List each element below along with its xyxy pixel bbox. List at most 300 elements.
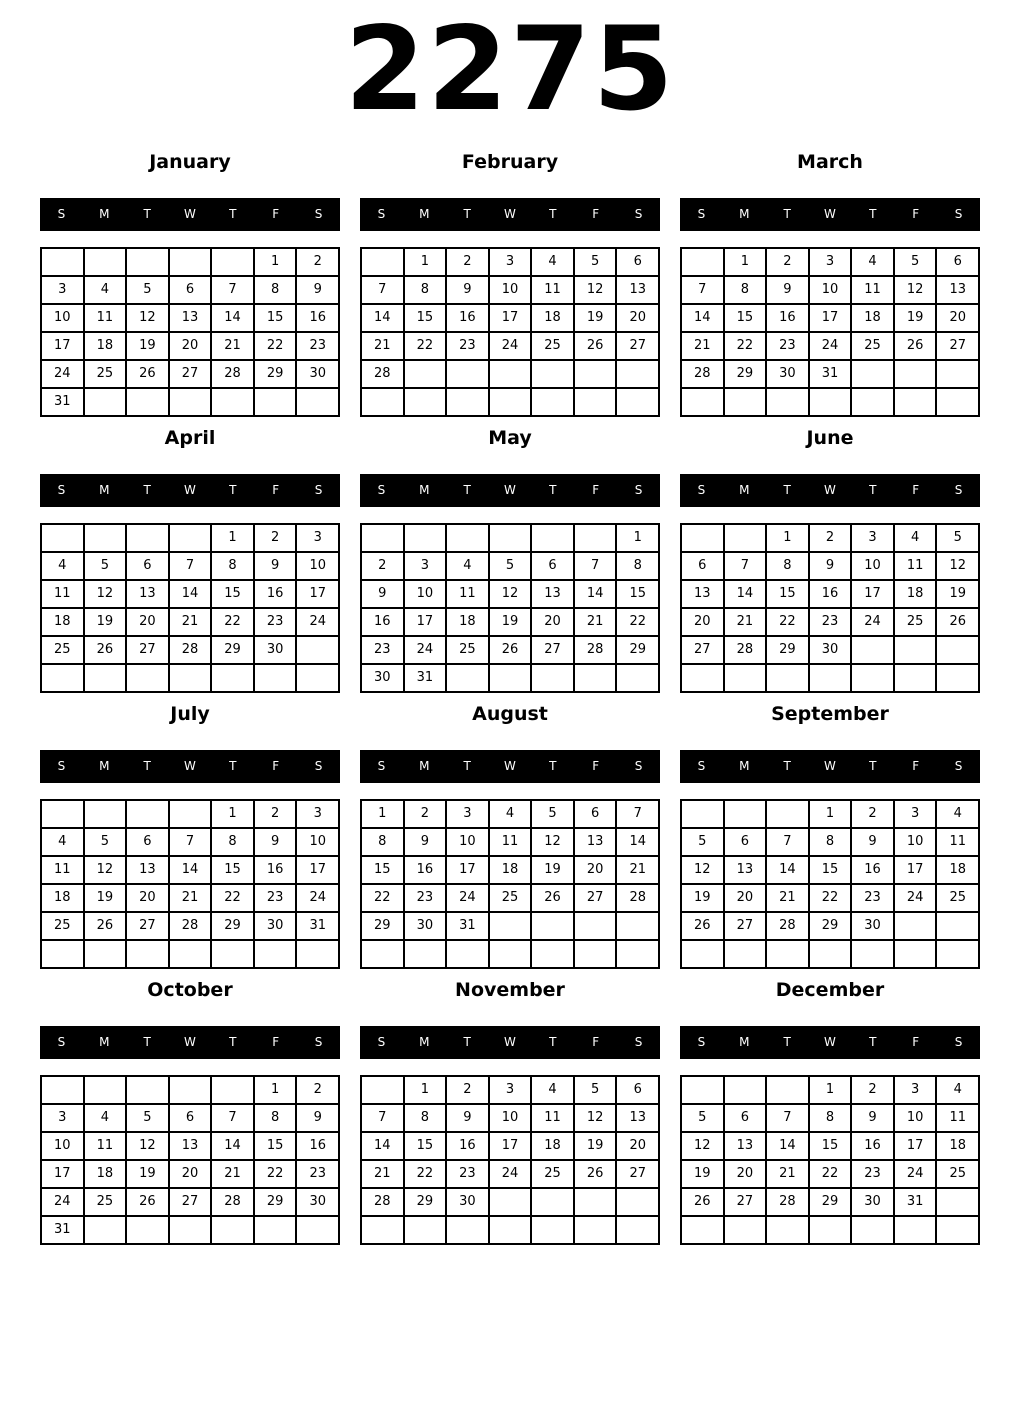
date-cell: 30 (362, 665, 403, 691)
date-cell: 11 (895, 553, 936, 579)
date-cell: 4 (937, 801, 978, 827)
date-cell: 19 (937, 581, 978, 607)
date-cell: 3 (895, 801, 936, 827)
empty-date-cell (725, 941, 766, 967)
date-cell: 22 (725, 333, 766, 359)
empty-date-cell (895, 941, 936, 967)
empty-date-cell (490, 525, 531, 551)
date-cell: 28 (362, 361, 403, 387)
date-cell: 3 (42, 277, 83, 303)
weekday-header-bar (360, 1026, 660, 1059)
date-cell: 29 (810, 913, 851, 939)
weekday-label: F (912, 759, 920, 774)
date-cell: 13 (617, 277, 658, 303)
weekday-label: M (739, 483, 750, 498)
empty-date-cell (85, 665, 126, 691)
date-cell: 15 (405, 1133, 446, 1159)
weekday-label: F (272, 207, 280, 222)
month-title: January (149, 150, 231, 173)
date-cell: 12 (575, 1105, 616, 1131)
year-title: 2275 (344, 2, 676, 137)
date-cell: 27 (617, 1161, 658, 1187)
date-cell: 20 (682, 609, 723, 635)
date-grid (40, 1075, 340, 1245)
date-cell: 23 (852, 1161, 893, 1187)
weekday-label: W (184, 759, 196, 774)
date-cell: 29 (810, 1189, 851, 1215)
date-cell: 19 (85, 609, 126, 635)
date-cell: 13 (127, 581, 168, 607)
date-cell: 21 (767, 1161, 808, 1187)
empty-date-cell (297, 941, 338, 967)
date-cell: 7 (362, 277, 403, 303)
date-cell: 27 (682, 637, 723, 663)
date-cell: 16 (810, 581, 851, 607)
date-cell: 28 (617, 885, 658, 911)
date-cell: 29 (255, 361, 296, 387)
date-cell: 1 (810, 801, 851, 827)
date-grid (360, 247, 660, 417)
weekday-label: S (697, 1035, 706, 1050)
empty-date-cell (170, 1077, 211, 1103)
date-cell: 23 (405, 885, 446, 911)
date-cell: 4 (85, 277, 126, 303)
date-cell: 20 (937, 305, 978, 331)
date-cell: 21 (575, 609, 616, 635)
date-cell: 19 (490, 609, 531, 635)
date-cell: 8 (362, 829, 403, 855)
date-cell: 3 (297, 525, 338, 551)
months-grid (40, 151, 980, 1245)
date-cell: 4 (85, 1105, 126, 1131)
empty-date-cell (170, 801, 211, 827)
date-cell: 14 (362, 305, 403, 331)
empty-date-cell (532, 525, 573, 551)
date-cell: 21 (212, 1161, 253, 1187)
date-cell: 1 (255, 1077, 296, 1103)
empty-date-cell (212, 1217, 253, 1243)
empty-date-cell (85, 801, 126, 827)
weekday-label: S (314, 483, 323, 498)
date-cell: 31 (895, 1189, 936, 1215)
empty-date-cell (532, 913, 573, 939)
date-cell: 25 (532, 333, 573, 359)
empty-date-cell (212, 941, 253, 967)
weekday-label: T (229, 207, 237, 222)
date-cell: 7 (767, 1105, 808, 1131)
empty-date-cell (127, 525, 168, 551)
date-grid (360, 799, 660, 969)
empty-date-cell (127, 249, 168, 275)
empty-date-cell (725, 525, 766, 551)
date-cell: 7 (767, 829, 808, 855)
date-cell: 14 (682, 305, 723, 331)
date-cell: 6 (725, 829, 766, 855)
date-cell: 30 (405, 913, 446, 939)
date-cell: 7 (575, 553, 616, 579)
date-cell: 8 (810, 1105, 851, 1131)
month-title: August (472, 702, 548, 725)
weekday-label: W (184, 483, 196, 498)
date-cell: 22 (255, 1161, 296, 1187)
weekday-label: M (99, 759, 110, 774)
empty-date-cell (767, 389, 808, 415)
empty-date-cell (405, 941, 446, 967)
date-cell: 28 (682, 361, 723, 387)
weekday-header-bar (40, 1026, 340, 1059)
date-cell: 1 (212, 525, 253, 551)
date-cell: 11 (42, 857, 83, 883)
date-cell: 17 (895, 1133, 936, 1159)
date-cell: 21 (212, 333, 253, 359)
date-cell: 21 (767, 885, 808, 911)
date-cell: 13 (532, 581, 573, 607)
date-cell: 10 (490, 1105, 531, 1131)
empty-date-cell (937, 941, 978, 967)
date-cell: 28 (212, 361, 253, 387)
empty-date-cell (297, 1217, 338, 1243)
date-cell: 22 (810, 1161, 851, 1187)
date-cell: 18 (937, 857, 978, 883)
date-cell: 4 (937, 1077, 978, 1103)
date-cell: 16 (767, 305, 808, 331)
empty-date-cell (42, 1077, 83, 1103)
date-cell: 11 (532, 1105, 573, 1131)
date-cell: 14 (617, 829, 658, 855)
date-cell: 31 (42, 389, 83, 415)
month-title: December (775, 978, 885, 1001)
weekday-label: T (143, 1035, 151, 1050)
date-cell: 9 (255, 829, 296, 855)
weekday-label: T (783, 207, 791, 222)
date-cell: 23 (362, 637, 403, 663)
weekday-header-bar (680, 474, 980, 507)
month-june (680, 427, 980, 693)
empty-date-cell (852, 941, 893, 967)
date-cell: 29 (617, 637, 658, 663)
empty-date-cell (617, 1189, 658, 1215)
weekday-label: T (229, 1035, 237, 1050)
date-cell: 30 (810, 637, 851, 663)
empty-date-cell (532, 941, 573, 967)
date-cell: 1 (255, 249, 296, 275)
empty-date-cell (297, 389, 338, 415)
weekday-header-bar (40, 198, 340, 231)
weekday-label: F (272, 759, 280, 774)
date-cell: 18 (447, 609, 488, 635)
weekday-label: T (869, 1035, 877, 1050)
month-title: November (455, 978, 565, 1001)
empty-date-cell (127, 801, 168, 827)
date-cell: 19 (682, 1161, 723, 1187)
weekday-label: S (314, 759, 323, 774)
date-cell: 16 (852, 1133, 893, 1159)
date-cell: 11 (85, 1133, 126, 1159)
month-title: June (806, 426, 854, 449)
date-cell: 21 (725, 609, 766, 635)
weekday-label: W (184, 207, 196, 222)
date-cell: 7 (725, 553, 766, 579)
date-cell: 5 (682, 1105, 723, 1131)
date-cell: 1 (617, 525, 658, 551)
empty-date-cell (767, 665, 808, 691)
date-cell: 17 (852, 581, 893, 607)
date-cell: 16 (255, 581, 296, 607)
date-cell: 8 (255, 1105, 296, 1131)
date-cell: 20 (532, 609, 573, 635)
date-cell: 4 (42, 553, 83, 579)
weekday-label: T (463, 1035, 471, 1050)
date-cell: 29 (212, 637, 253, 663)
month-january (40, 151, 340, 417)
date-cell: 30 (297, 361, 338, 387)
weekday-label: S (314, 1035, 323, 1050)
date-cell: 11 (490, 829, 531, 855)
date-cell: 24 (895, 1161, 936, 1187)
empty-date-cell (127, 1217, 168, 1243)
month-april (40, 427, 340, 693)
date-cell: 16 (405, 857, 446, 883)
date-cell: 2 (255, 801, 296, 827)
empty-date-cell (852, 1217, 893, 1243)
date-grid (680, 1075, 980, 1245)
month-title: March (797, 150, 863, 173)
date-cell: 14 (212, 305, 253, 331)
date-cell: 5 (895, 249, 936, 275)
month-title: October (147, 978, 233, 1001)
date-cell: 23 (297, 333, 338, 359)
date-cell: 18 (532, 305, 573, 331)
date-cell: 16 (255, 857, 296, 883)
date-cell: 8 (405, 277, 446, 303)
date-cell: 29 (405, 1189, 446, 1215)
empty-date-cell (895, 665, 936, 691)
weekday-label: M (99, 1035, 110, 1050)
month-july (40, 703, 340, 969)
date-cell: 13 (725, 857, 766, 883)
empty-date-cell (85, 1077, 126, 1103)
empty-date-cell (85, 249, 126, 275)
weekday-label: T (869, 483, 877, 498)
date-cell: 19 (682, 885, 723, 911)
weekday-label: M (419, 759, 430, 774)
date-cell: 3 (852, 525, 893, 551)
empty-date-cell (810, 941, 851, 967)
empty-date-cell (85, 1217, 126, 1243)
empty-date-cell (532, 1189, 573, 1215)
empty-date-cell (852, 361, 893, 387)
weekday-label: M (99, 483, 110, 498)
date-cell: 22 (212, 609, 253, 635)
empty-date-cell (362, 249, 403, 275)
empty-date-cell (895, 637, 936, 663)
empty-date-cell (810, 389, 851, 415)
date-cell: 23 (852, 885, 893, 911)
date-cell: 14 (725, 581, 766, 607)
empty-date-cell (617, 941, 658, 967)
date-cell: 5 (575, 1077, 616, 1103)
date-cell: 18 (490, 857, 531, 883)
date-cell: 21 (170, 609, 211, 635)
date-cell: 26 (682, 913, 723, 939)
date-cell: 28 (212, 1189, 253, 1215)
date-cell: 20 (575, 857, 616, 883)
date-cell: 17 (490, 305, 531, 331)
date-cell: 11 (532, 277, 573, 303)
date-cell: 3 (490, 249, 531, 275)
empty-date-cell (447, 389, 488, 415)
empty-date-cell (85, 389, 126, 415)
empty-date-cell (255, 1217, 296, 1243)
date-cell: 30 (255, 913, 296, 939)
date-grid (40, 523, 340, 693)
weekday-label: W (504, 1035, 516, 1050)
month-title: February (461, 150, 559, 173)
empty-date-cell (725, 801, 766, 827)
empty-date-cell (617, 1217, 658, 1243)
date-cell: 31 (42, 1217, 83, 1243)
date-cell: 12 (85, 857, 126, 883)
empty-date-cell (895, 389, 936, 415)
empty-date-cell (212, 389, 253, 415)
date-cell: 8 (255, 277, 296, 303)
empty-date-cell (170, 941, 211, 967)
date-cell: 26 (85, 637, 126, 663)
date-cell: 9 (447, 1105, 488, 1131)
date-cell: 15 (725, 305, 766, 331)
month-march (680, 151, 980, 417)
date-cell: 23 (297, 1161, 338, 1187)
empty-date-cell (297, 637, 338, 663)
weekday-label: S (697, 483, 706, 498)
date-cell: 6 (575, 801, 616, 827)
date-cell: 5 (682, 829, 723, 855)
date-cell: 13 (725, 1133, 766, 1159)
date-cell: 2 (362, 553, 403, 579)
date-cell: 8 (810, 829, 851, 855)
date-cell: 12 (682, 1133, 723, 1159)
date-cell: 6 (937, 249, 978, 275)
date-cell: 2 (852, 801, 893, 827)
date-cell: 16 (852, 857, 893, 883)
empty-date-cell (362, 941, 403, 967)
date-cell: 26 (937, 609, 978, 635)
month-title: September (771, 702, 889, 725)
weekday-label: F (912, 207, 920, 222)
date-cell: 29 (255, 1189, 296, 1215)
weekday-header-bar (40, 474, 340, 507)
date-cell: 8 (212, 829, 253, 855)
weekday-label: T (463, 483, 471, 498)
month-may (360, 427, 660, 693)
date-cell: 10 (42, 305, 83, 331)
weekday-label: S (377, 759, 386, 774)
date-grid (360, 523, 660, 693)
date-cell: 31 (405, 665, 446, 691)
date-cell: 30 (852, 1189, 893, 1215)
date-cell: 3 (810, 249, 851, 275)
date-cell: 23 (447, 333, 488, 359)
empty-date-cell (362, 525, 403, 551)
empty-date-cell (575, 1189, 616, 1215)
empty-date-cell (127, 1077, 168, 1103)
date-cell: 9 (767, 277, 808, 303)
date-cell: 14 (767, 1133, 808, 1159)
weekday-label: S (697, 207, 706, 222)
weekday-label: M (419, 207, 430, 222)
date-cell: 27 (575, 885, 616, 911)
date-cell: 14 (575, 581, 616, 607)
weekday-label: T (549, 207, 557, 222)
date-cell: 19 (85, 885, 126, 911)
weekday-label: S (634, 1035, 643, 1050)
empty-date-cell (405, 361, 446, 387)
date-cell: 14 (170, 581, 211, 607)
date-cell: 17 (297, 857, 338, 883)
weekday-header-bar (40, 750, 340, 783)
date-cell: 25 (937, 1161, 978, 1187)
date-cell: 13 (682, 581, 723, 607)
date-cell: 13 (127, 857, 168, 883)
date-cell: 13 (617, 1105, 658, 1131)
weekday-label: W (184, 1035, 196, 1050)
date-cell: 6 (617, 249, 658, 275)
date-cell: 20 (725, 885, 766, 911)
empty-date-cell (937, 361, 978, 387)
weekday-label: T (869, 207, 877, 222)
empty-date-cell (212, 665, 253, 691)
weekday-label: T (783, 1035, 791, 1050)
date-cell: 31 (810, 361, 851, 387)
date-cell: 9 (255, 553, 296, 579)
empty-date-cell (532, 389, 573, 415)
date-grid (680, 799, 980, 969)
date-cell: 22 (212, 885, 253, 911)
date-cell: 23 (255, 609, 296, 635)
empty-date-cell (490, 361, 531, 387)
empty-date-cell (682, 801, 723, 827)
date-cell: 19 (575, 305, 616, 331)
date-cell: 14 (362, 1133, 403, 1159)
date-cell: 19 (575, 1133, 616, 1159)
empty-date-cell (767, 941, 808, 967)
weekday-label: S (954, 1035, 963, 1050)
date-cell: 9 (852, 829, 893, 855)
weekday-label: F (272, 1035, 280, 1050)
empty-date-cell (575, 941, 616, 967)
date-cell: 5 (85, 829, 126, 855)
weekday-label: W (504, 207, 516, 222)
weekday-header-bar (680, 198, 980, 231)
date-cell: 4 (490, 801, 531, 827)
weekday-label: F (592, 1035, 600, 1050)
date-cell: 12 (490, 581, 531, 607)
date-cell: 20 (725, 1161, 766, 1187)
date-cell: 7 (212, 1105, 253, 1131)
empty-date-cell (810, 665, 851, 691)
empty-date-cell (725, 665, 766, 691)
date-cell: 24 (810, 333, 851, 359)
date-cell: 21 (617, 857, 658, 883)
empty-date-cell (532, 1217, 573, 1243)
empty-date-cell (255, 665, 296, 691)
date-cell: 15 (212, 857, 253, 883)
date-cell: 12 (575, 277, 616, 303)
weekday-label: F (592, 759, 600, 774)
weekday-label: W (824, 1035, 836, 1050)
weekday-label: W (824, 759, 836, 774)
date-cell: 25 (895, 609, 936, 635)
